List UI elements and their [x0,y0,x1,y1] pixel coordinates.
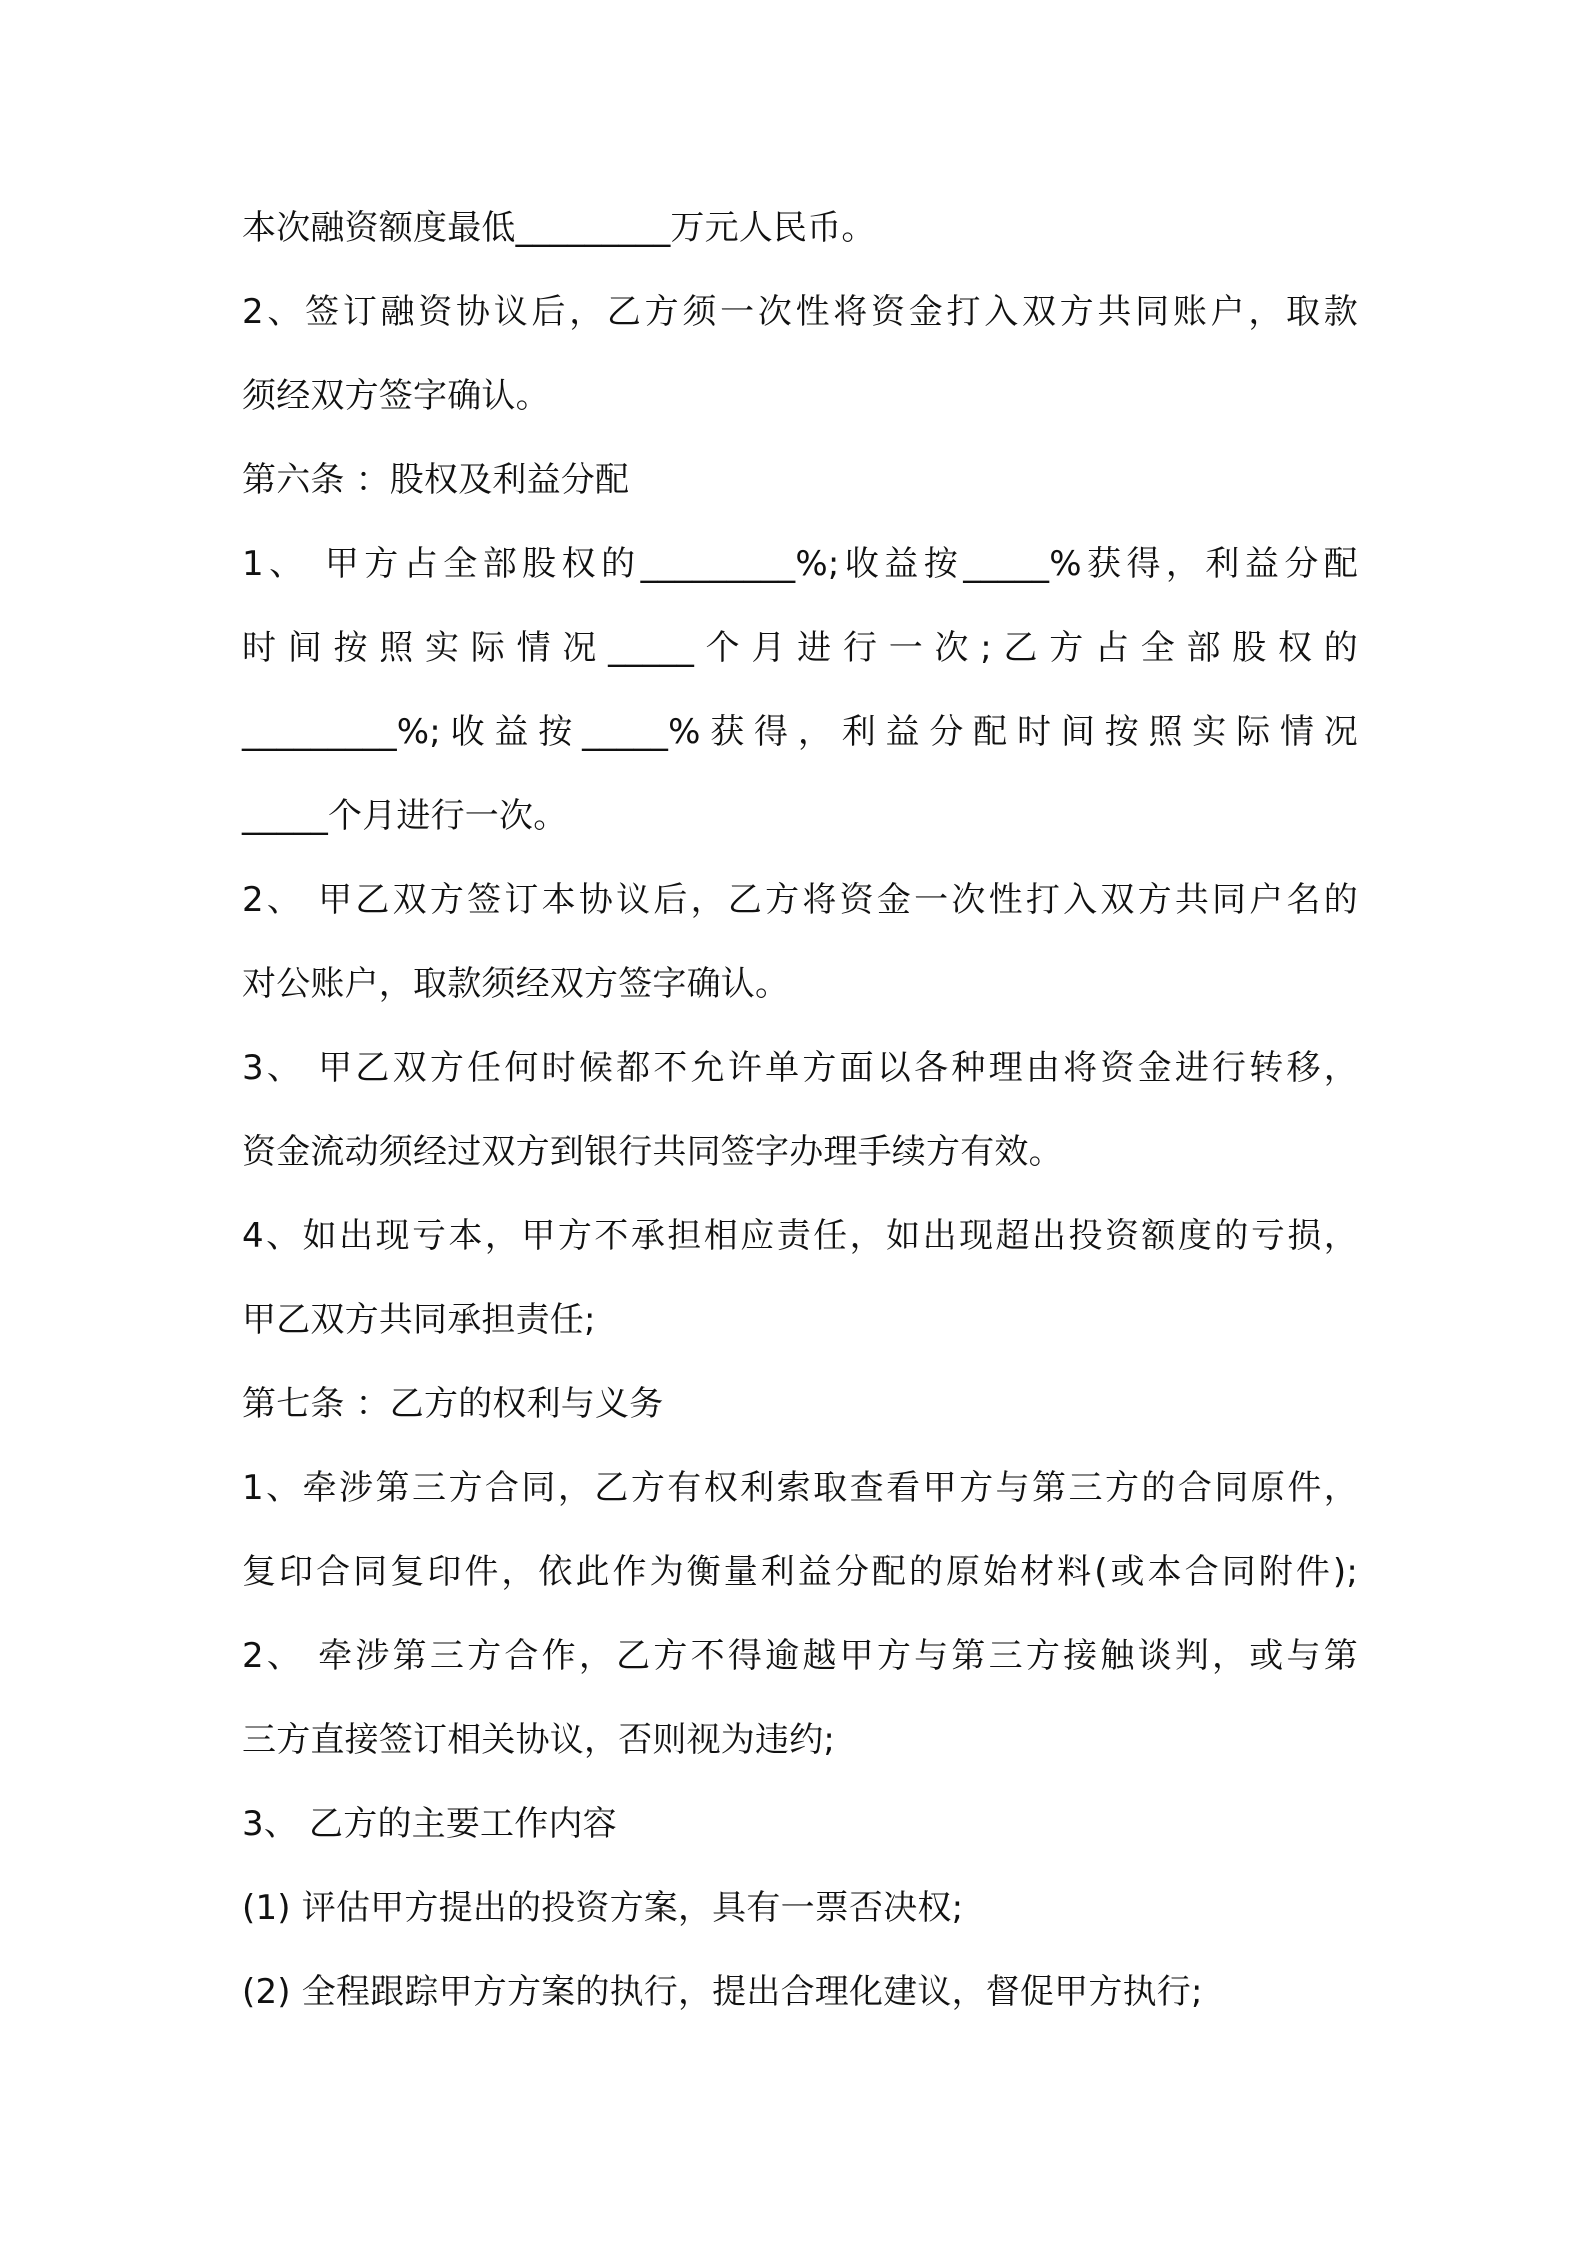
paragraph-line: 须经双方签字确认。 [242,376,550,416]
paragraph-line: 3、 乙方的主要工作内容 [242,1804,617,1844]
paragraph-line: 3、 甲乙双方任何时候都不允许单方面以各种理由将资金进行转移， [242,1048,1358,1088]
paragraph-line: 2、 牵涉第三方合作，乙方不得逾越甲方与第三方接触谈判，或与第 [242,1636,1358,1676]
list-item: (1) 评估甲方提出的投资方案，具有一票否决权; [242,1888,964,1928]
paragraph-line: 时间按照实际情况_____个月进行一次;乙方占全部股权的 [242,628,1358,668]
paragraph-line: 本次融资额度最低_________万元人民币。 [242,208,876,248]
paragraph-line: 2、 甲乙双方签订本协议后，乙方将资金一次性打入双方共同户名的 [242,880,1358,920]
paragraph-line: _________%;收益按_____%获得，利益分配时间按照实际情况 [242,712,1358,752]
paragraph-line: 4、如出现亏本，甲方不承担相应责任，如出现超出投资额度的亏损， [242,1216,1358,1256]
paragraph-line: 2、签订融资协议后，乙方须一次性将资金打入双方共同账户，取款 [242,292,1358,332]
paragraph-line: _____个月进行一次。 [242,796,568,836]
paragraph-line: 对公账户，取款须经双方签字确认。 [242,964,790,1004]
paragraph-line: 资金流动须经过双方到银行共同签字办理手续方有效。 [242,1132,1063,1172]
paragraph-line: 1、牵涉第三方合同，乙方有权利索取查看甲方与第三方的合同原件， [242,1468,1358,1508]
section-heading: 第六条 ：股权及利益分配 [242,460,630,500]
paragraph-line: 复印合同复印件，依此作为衡量利益分配的原始材料(或本合同附件); [242,1552,1358,1592]
section-heading: 第七条 ：乙方的权利与义务 [242,1384,664,1424]
paragraph-line: 1、 甲方占全部股权的_________%;收益按_____%获得，利益分配 [242,544,1358,584]
paragraph-line: 甲乙双方共同承担责任; [242,1300,596,1340]
paragraph-line: 三方直接签订相关协议，否则视为违约; [242,1720,836,1760]
list-item: (2) 全程跟踪甲方方案的执行，提出合理化建议，督促甲方执行; [242,1972,1203,2012]
